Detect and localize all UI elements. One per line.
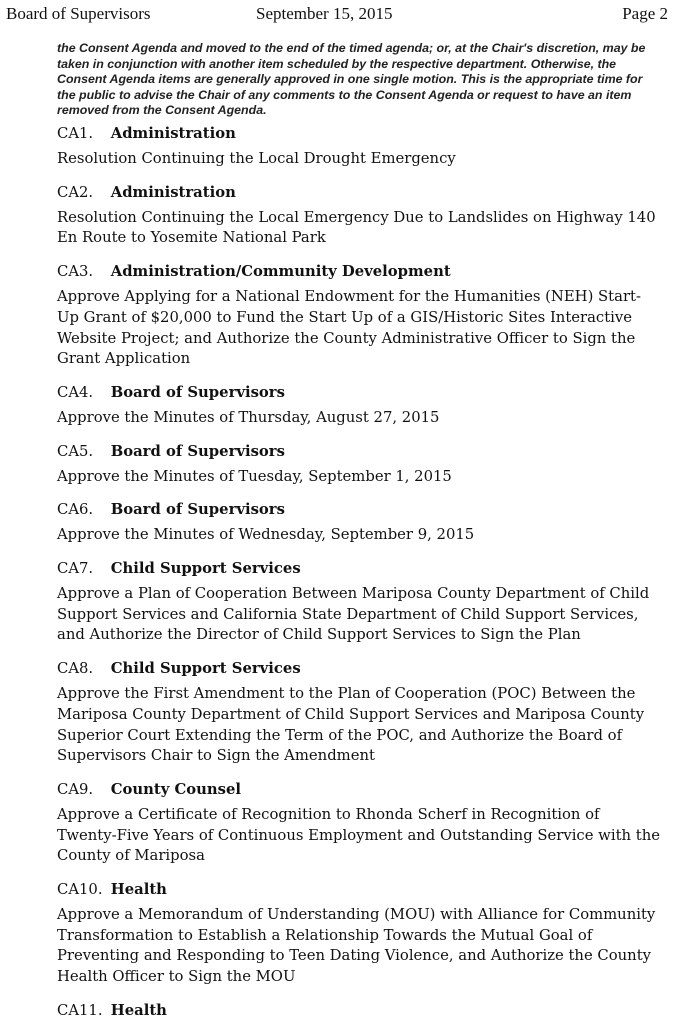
agenda-item-number: CA5.: [57, 442, 94, 460]
agenda-item-heading: [57, 559, 662, 579]
agenda-item: [57, 1001, 662, 1021]
header-body-name: Board of Supervisors: [6, 4, 151, 23]
agenda-item-department: County Counsel: [110, 780, 241, 798]
agenda-item-description: Approve the First Amendment to the Plan of Cooperation (POC) Between the Mariposa County Department of Child Support Services and Mariposa County Superior Court Extending the Term of the POC, and Authorize the Board of Supervisors Chair to Sign the Amendment: [57, 685, 645, 765]
agenda-item: [57, 262, 662, 370]
agenda-item-description: Resolution Continuing the Local Emergency Due to Landslides on Highway 140 En Route to Yosemite National Park: [57, 208, 656, 247]
agenda-item-heading: [57, 780, 662, 800]
agenda-item-department: Health: [110, 1001, 167, 1019]
agenda-item-department: Administration/Community Development: [110, 263, 451, 281]
agenda-item-heading: [57, 1001, 662, 1021]
agenda-item-number: CA8.: [57, 660, 94, 678]
agenda-item-number: CA2.: [57, 183, 94, 201]
agenda-item: [57, 183, 662, 249]
agenda-item-department: Board of Supervisors: [110, 442, 285, 460]
agenda-item-number: CA11.: [57, 1001, 103, 1019]
agenda-item-description: Approve a Plan of Cooperation Between Mariposa County Department of Child Support Services and California State Department of Child Support Services, and Authorize the Director of Child Support Services to Sign the Plan: [57, 585, 650, 644]
agenda-item-heading: [57, 124, 662, 144]
agenda-item-number: CA7.: [57, 560, 94, 578]
agenda-item-description: Approve the Minutes of Thursday, August 27, 2015: [57, 408, 440, 426]
agenda-item-department: Board of Supervisors: [110, 383, 285, 401]
agenda-item-heading: [57, 659, 662, 679]
agenda-item: [57, 659, 662, 767]
agenda-item: [57, 442, 662, 488]
agenda-item-description: Approve the Minutes of Wednesday, September 9, 2015: [57, 526, 475, 544]
agenda-item-description: Resolution Continuing the Local Drought Emergency: [57, 150, 456, 167]
agenda-item-number: CA9.: [57, 780, 94, 798]
agenda-item-department: Child Support Services: [110, 560, 301, 578]
header-date: September 15, 2015: [256, 4, 393, 23]
consent-agenda-intro: the Consent Agenda and moved to the end of the timed agenda; or, at the Chair's discretion, may be taken in conjunction with another item scheduled by the respective department. Otherwise, the Consent Agenda items are generally approved in one single motion. This is the appropriate time for the public to advise the Chair of any comments to the Consent Agenda or request to have an item removed from the Consent Agenda.: [57, 41, 646, 117]
agenda-item-description: Approve a Memorandum of Understanding (MOU) with Alliance for Community Transformation to Establish a Relationship Towards the Mutual Goal of Preventing and Responding to Teen Dating Violence, and Authorize the County Health Officer to Sign the MOU: [57, 906, 656, 986]
agenda-item-department: Health: [110, 881, 167, 899]
agenda-item: [57, 880, 662, 988]
agenda-item-heading: [57, 183, 662, 203]
agenda-item-number: CA4.: [57, 383, 94, 401]
agenda-item-heading: [57, 262, 662, 282]
agenda-item-department: Child Support Services: [110, 660, 301, 678]
agenda-item-department: Administration: [110, 125, 236, 142]
agenda-item-heading: [57, 383, 662, 403]
agenda-item-heading: [57, 442, 662, 462]
agenda-item: [57, 383, 662, 429]
agenda-item-description: Approve a Certificate of Recognition to Rhonda Scherf in Recognition of Twenty-Five Years of Continuous Employment and Outstanding Service with the County of Mariposa: [57, 805, 660, 865]
agenda-item-description: Approve the Minutes of Tuesday, September 1, 2015: [57, 467, 452, 485]
agenda-item-department: Administration: [110, 183, 236, 201]
agenda-item-number: CA10.: [57, 881, 103, 899]
agenda-item: [57, 500, 662, 546]
page-header: [6, 4, 668, 26]
agenda-item-number: CA1.: [57, 125, 94, 142]
agenda-item-description: Approve Applying for a National Endowment for the Humanities (NEH) Start-Up Grant of $20,000 to Fund the Start Up of a GIS/Historic Sites Interactive Website Project; and Authorize the County Administrative Officer to Sign the Grant Application: [57, 288, 641, 368]
agenda-item-heading: [57, 880, 662, 900]
agenda-item: [57, 780, 662, 867]
agenda-item-heading: [57, 500, 662, 520]
agenda-item: [57, 124, 662, 170]
agenda-item-number: CA6.: [57, 501, 94, 519]
agenda-item-department: Board of Supervisors: [110, 501, 285, 519]
agenda-item: [57, 559, 662, 646]
consent-agenda-list: [57, 124, 662, 1034]
agenda-item-number: CA3.: [57, 263, 94, 281]
header-page-number: Page 2: [622, 4, 668, 23]
